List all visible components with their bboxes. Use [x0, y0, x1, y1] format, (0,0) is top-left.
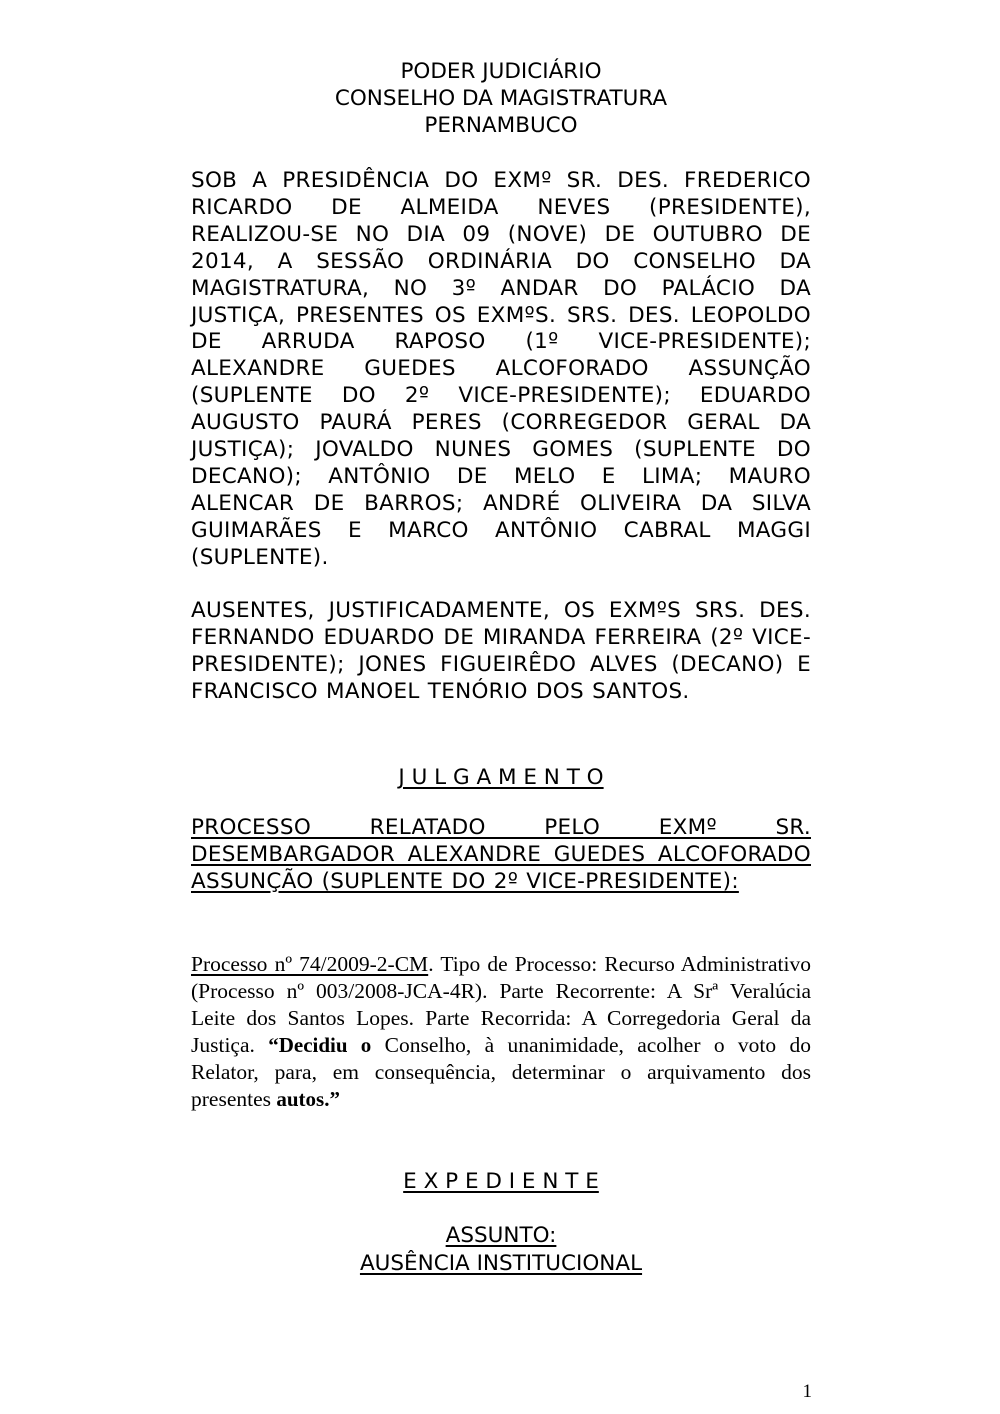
- process-entry: [191, 951, 811, 1113]
- header-line-council: CONSELHO DA MAGISTRATURA: [334, 86, 668, 111]
- section-heading-expediente: [191, 1168, 811, 1195]
- header-line-judiciary: PODER JUDICIÁRIO: [400, 59, 602, 84]
- decision-body: Conselho, à unanimidade, acolher o voto do Relator, para, em consequência, determinar o arquivamento dos presentes: [191, 1033, 811, 1111]
- assunto-block: [191, 1222, 811, 1278]
- decision-close: autos.”: [276, 1087, 340, 1111]
- header-line-state: PERNAMBUCO: [424, 113, 578, 138]
- section-heading-julgamento-text: J U L G A M E N T O: [398, 765, 604, 790]
- absent-paragraph: AUSENTES, JUSTIFICADAMENTE, OS EXMºS SRS. DES. FERNANDO EDUARDO DE MIRANDA FERREIRA (2º VICE-PRESIDENTE); JONES FIGUEIRÊDO ALVES (DECANO) E FRANCISCO MANOEL TENÓRIO DOS SANTOS.: [191, 598, 811, 704]
- relatado-heading: PROCESSO RELATADO PELO EXMº SR. DESEMBARGADOR ALEXANDRE GUEDES ALCOFORADO ASSUNÇÃO (SUPLENTE DO 2º VICE-PRESIDENTE):: [191, 815, 811, 894]
- process-details: . Tipo de Processo: Recurso Administrativo (Processo nº 003/2008-JCA-4R). Parte Recorrente: A Srª Veralúcia Leite dos Santos Lopes. Parte Recorrida: A Corregedoria Geral da Justiça.: [191, 952, 811, 1057]
- assunto-value: AUSÊNCIA INSTITUCIONAL: [359, 1251, 643, 1276]
- process-number: Processo nº 74/2009-2-CM: [191, 952, 429, 976]
- assunto-label: ASSUNTO:: [445, 1223, 557, 1248]
- document-header: [191, 58, 811, 139]
- page-number: 1: [802, 1381, 812, 1402]
- section-heading-expediente-text: E X P E D I E N T E: [403, 1169, 599, 1194]
- decision-open: “Decidiu o: [268, 1033, 372, 1057]
- section-heading-julgamento: [191, 764, 811, 791]
- opening-paragraph: SOB A PRESIDÊNCIA DO EXMº SR. DES. FREDERICO RICARDO DE ALMEIDA NEVES (PRESIDENTE), REALIZOU-SE NO DIA 09 (NOVE) DE OUTUBRO DE 2014, A SESSÃO ORDINÁRIA DO CONSELHO DA MAGISTRATURA, NO 3º ANDAR DO PALÁCIO DA JUSTIÇA, PRESENTES OS EXMºS. SRS. DES. LEOPOLDO DE ARRUDA RAPOSO (1º VICE-PRESIDENTE); ALEXANDRE GUEDES ALCOFORADO ASSUNÇÃO (SUPLENTE DO 2º VICE-PRESIDENTE); EDUARDO AUGUSTO PAURÁ PERES (CORREGEDOR GERAL DA JUSTIÇA); JOVALDO NUNES GOMES (SUPLENTE DO DECANO); ANTÔNIO DE MELO E LIMA; MAURO ALENCAR DE BARROS; ANDRÉ OLIVEIRA DA SILVA GUIMARÃES E MARCO ANTÔNIO CABRAL MAGGI (SUPLENTE).: [191, 168, 811, 570]
